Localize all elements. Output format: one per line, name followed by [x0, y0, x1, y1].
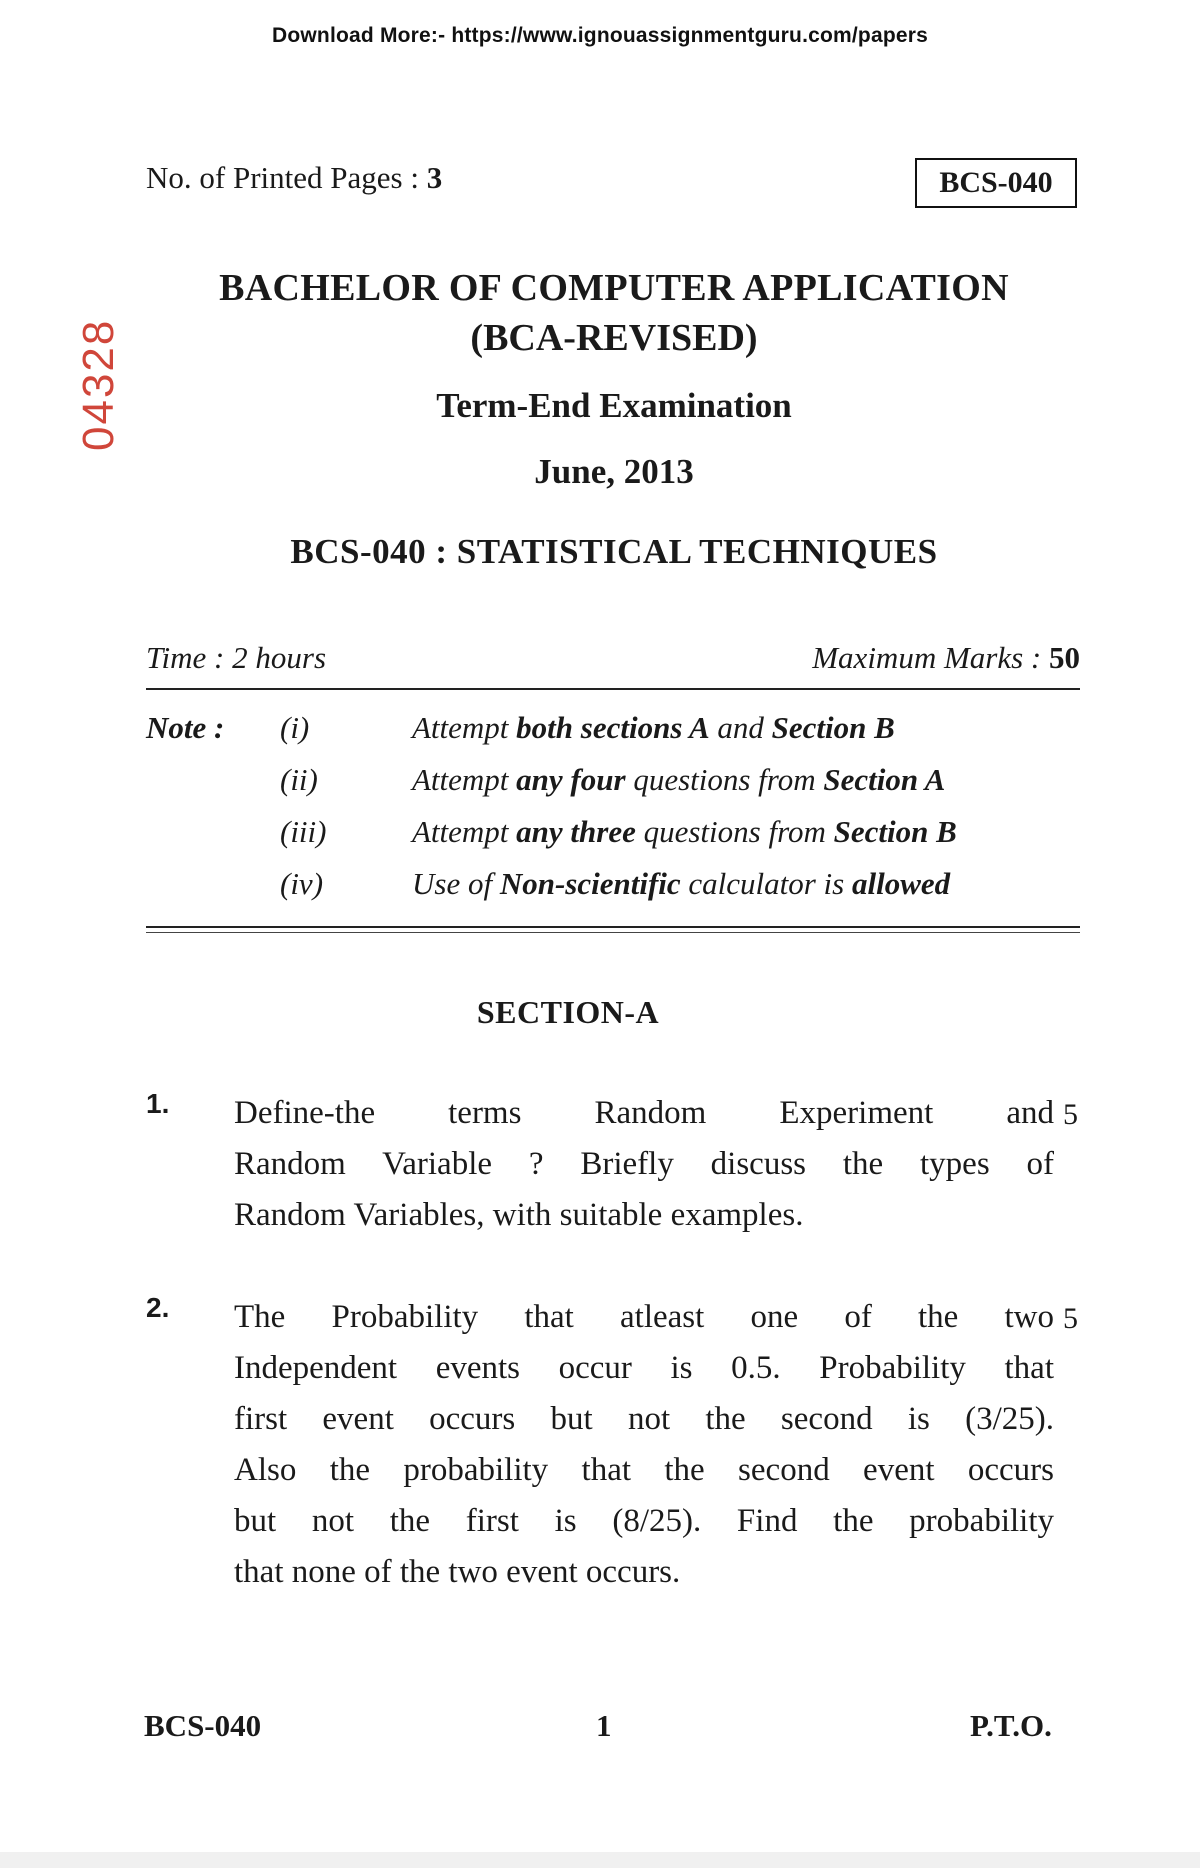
note-number: (iv): [280, 866, 324, 901]
note-number: (ii): [280, 762, 318, 797]
question-line: The Probability that atleast one of the two: [234, 1299, 1054, 1335]
printed-pages-value: 3: [426, 160, 443, 195]
question-1: [146, 1088, 1080, 1248]
question-line: that none of the two event occurs.: [234, 1554, 681, 1590]
serial-number-stamp: 04328: [74, 318, 123, 452]
question-marks: 5: [1063, 1302, 1078, 1335]
divider: [146, 932, 1080, 933]
note-text-part: questions from: [625, 762, 824, 797]
note-text-part: calculator is: [680, 866, 852, 901]
note-number: (i): [280, 710, 310, 745]
download-link-line: Download More:- https://www.ignouassignmentguru.com/papers: [271, 24, 928, 47]
course-code-box: BCS-040: [915, 158, 1077, 208]
question-line: first event occurs but not the second is (3/25).: [234, 1401, 1054, 1437]
note-text-part: Attempt: [412, 762, 517, 797]
note-text-part: Attempt: [412, 710, 517, 745]
exam-title: Term-End Examination: [436, 386, 792, 425]
note-text-emphasis: both sections A: [516, 710, 710, 745]
question-line: Independent events occur is 0.5. Probability that: [234, 1350, 1054, 1386]
note-text: [412, 702, 895, 754]
footer-course-code: BCS-040: [144, 1708, 262, 1743]
programme-subtitle: (BCA-REVISED): [470, 317, 758, 359]
note-text-part: Attempt: [412, 814, 517, 849]
question-line: but not the first is (8/25). Find the probability: [234, 1503, 1054, 1539]
printed-pages-label: No. of Printed Pages :: [146, 160, 419, 195]
question-text: [234, 1292, 1134, 1598]
note-row: [146, 702, 1086, 754]
note-text-emphasis: allowed: [852, 866, 951, 901]
note-row: [146, 858, 1086, 910]
note-label: Note :: [146, 710, 225, 745]
note-text-part: and: [709, 710, 772, 745]
note-text: [412, 754, 945, 806]
question-marks: 5: [1063, 1098, 1078, 1131]
question-2: [146, 1292, 1080, 1590]
divider: [146, 688, 1080, 690]
note-text-emphasis: Section A: [823, 762, 946, 797]
time-label: Time :: [146, 640, 225, 675]
question-number: 1.: [146, 1088, 170, 1119]
question-line: Random Variable ? Briefly discuss the types of: [234, 1146, 1054, 1182]
exam-date: June, 2013: [534, 452, 694, 491]
page-number: 1: [596, 1708, 612, 1743]
question-line: Random Variables, with suitable examples.: [234, 1197, 804, 1233]
note-text-emphasis: any four: [516, 762, 626, 797]
max-marks-value: 50: [1049, 640, 1080, 675]
printed-pages-info: [146, 160, 442, 196]
note-text-emphasis: any three: [516, 814, 636, 849]
note-text-emphasis: Non-scientific: [499, 866, 681, 901]
divider: [146, 926, 1080, 928]
exam-info-row: [146, 640, 1080, 676]
note-text-part: Use of: [412, 866, 500, 901]
note-text-emphasis: Section B: [771, 710, 895, 745]
note-row: [146, 754, 1086, 806]
note-row: [146, 806, 1086, 858]
question-line: Also the probability that the second event occurs: [234, 1452, 1054, 1488]
section-heading: SECTION-A: [476, 994, 660, 1030]
question-line: Define-the terms Random Experiment and: [234, 1095, 1054, 1131]
question-number: 2.: [146, 1292, 170, 1323]
page-edge: [0, 1852, 1200, 1868]
note-text: [412, 806, 957, 858]
question-text: [234, 1088, 1134, 1241]
note-text-emphasis: Section B: [833, 814, 957, 849]
programme-title: BACHELOR OF COMPUTER APPLICATION: [219, 267, 1009, 309]
max-marks-label: Maximum Marks :: [812, 640, 1042, 675]
max-marks: [812, 640, 1080, 676]
pto-label: P.T.O.: [970, 1708, 1052, 1743]
time-value: 2 hours: [232, 640, 327, 675]
note-number: (iii): [280, 814, 327, 849]
subject-title: BCS-040 : STATISTICAL TECHNIQUES: [290, 532, 938, 571]
instructions-note: [146, 702, 1086, 910]
note-text-part: questions from: [635, 814, 834, 849]
note-text: [412, 858, 950, 910]
